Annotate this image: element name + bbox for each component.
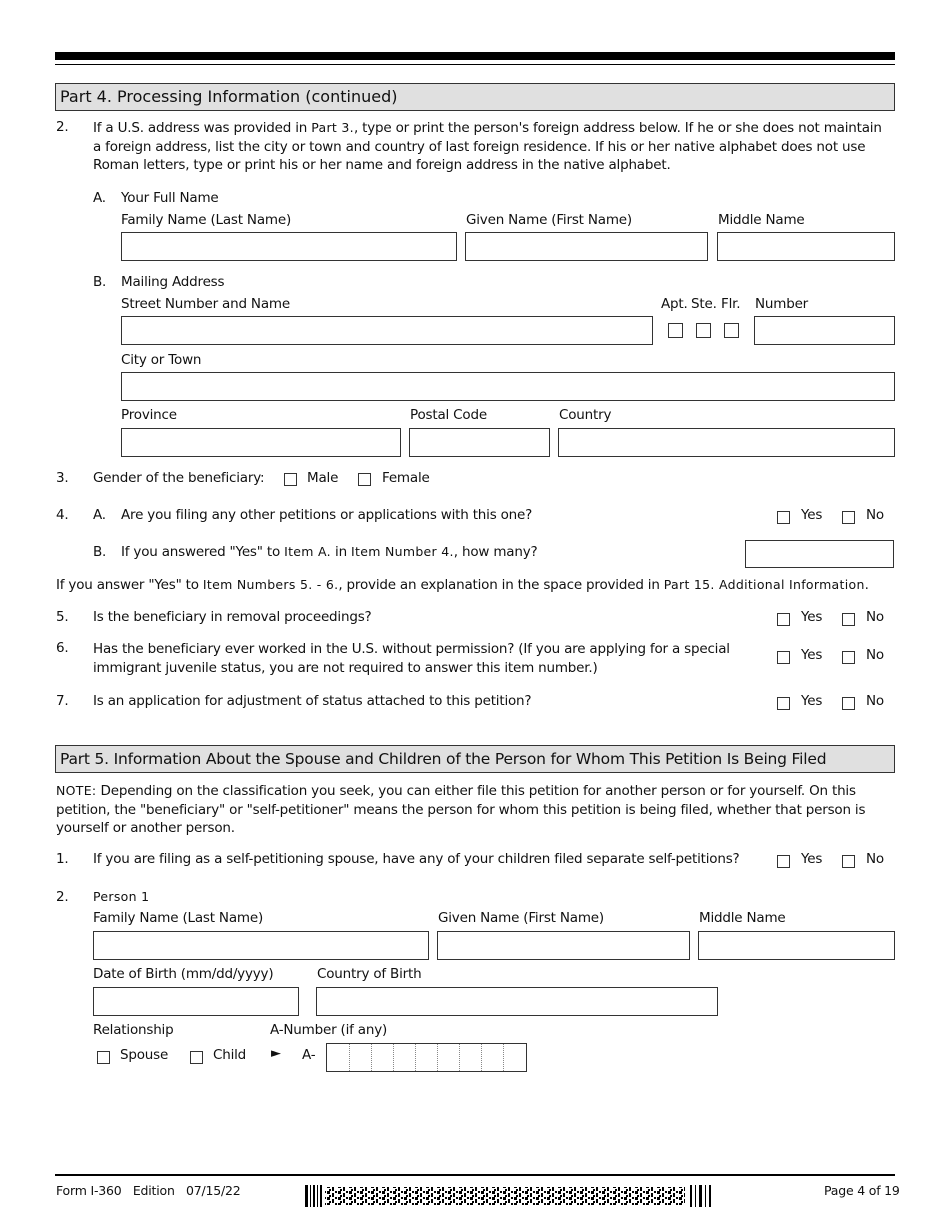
q4b-text-c: , how many?: [453, 544, 538, 560]
q7-yes-label: Yes: [801, 693, 823, 709]
note-text-a: If you answer "Yes" to: [56, 577, 203, 593]
postal-input[interactable]: [409, 428, 550, 457]
p5-q2-number: 2.: [56, 889, 69, 905]
q4a-yes-checkbox[interactable]: [777, 511, 790, 524]
a-number-input[interactable]: [326, 1043, 527, 1072]
province-input[interactable]: [121, 428, 401, 457]
family-name-input[interactable]: [121, 232, 457, 261]
postal-label: Postal Code: [410, 407, 487, 423]
q4b-text-a: If you answered "Yes" to: [121, 544, 285, 560]
part5-note-text: Depending on the classification you seek, you can either file this petition for another person or for yourself. On this petition, the "beneficiary" or "self-petitioner" means the person for whom this petition is being filed, whether that person is yourself or another person.: [56, 783, 866, 836]
number-label: Number: [755, 296, 809, 312]
female-checkbox[interactable]: [358, 473, 371, 486]
p5-family-name-label: Family Name (Last Name): [93, 910, 264, 926]
q4a-yes-label: Yes: [801, 507, 823, 523]
p5-given-name-input[interactable]: [437, 931, 690, 960]
flr-checkbox[interactable]: [724, 323, 739, 338]
street-label: Street Number and Name: [121, 296, 290, 312]
q2-text-b: , type or print the person's foreign address below. If he or she does not maintain a foreign address, list the city or town and country of last foreign residence. If his or her native alphabet does not use Roman letters, type or print his or her name and foreign address in the native alphabet.: [93, 120, 882, 173]
q7-text: Is an application for adjustment of status attached to this petition?: [93, 693, 532, 709]
q3-number: 3.: [56, 470, 69, 486]
street-input[interactable]: [121, 316, 653, 345]
q4a-no-label: No: [866, 507, 884, 523]
male-checkbox[interactable]: [284, 473, 297, 486]
cob-input[interactable]: [316, 987, 718, 1016]
q6-yes-checkbox[interactable]: [777, 651, 790, 664]
country-label: Country: [559, 407, 612, 423]
q2b-label: Mailing Address: [121, 274, 225, 290]
q7-no-checkbox[interactable]: [842, 697, 855, 710]
flr-label: Flr.: [721, 296, 741, 312]
middle-name-label: Middle Name: [718, 212, 805, 228]
apt-label: Apt.: [661, 296, 688, 312]
q2b-letter: B.: [93, 274, 107, 290]
ste-label: Ste.: [691, 296, 717, 312]
male-label: Male: [307, 470, 339, 486]
explanation-note: [56, 577, 869, 593]
province-label: Province: [121, 407, 177, 423]
q5-no-label: No: [866, 609, 884, 625]
q6-text: Has the beneficiary ever worked in the U.S. without permission? (If you are applying for a special immigrant juvenile status, you are not required to answer this item number.): [93, 641, 730, 676]
p5-q1-no-checkbox[interactable]: [842, 855, 855, 868]
country-input[interactable]: [558, 428, 895, 457]
part5-note: [56, 782, 896, 838]
apt-number-input[interactable]: [754, 316, 895, 345]
dob-input[interactable]: [93, 987, 299, 1016]
given-name-input[interactable]: [465, 232, 708, 261]
spouse-checkbox[interactable]: [97, 1051, 110, 1064]
q2a-label: Your Full Name: [121, 190, 219, 206]
top-rule-thin: [55, 64, 895, 65]
child-label: Child: [213, 1047, 247, 1063]
q5-no-checkbox[interactable]: [842, 613, 855, 626]
p5-given-name-label: Given Name (First Name): [438, 910, 604, 926]
q6-no-label: No: [866, 647, 884, 663]
given-name-label: Given Name (First Name): [466, 212, 632, 228]
cob-label: Country of Birth: [317, 966, 422, 982]
form-edition: Form I-360 Edition 07/15/22: [56, 1183, 241, 1198]
dob-label: Date of Birth (mm/dd/yyyy): [93, 966, 274, 982]
note-ref-items: Item Numbers 5. - 6.: [202, 577, 339, 592]
p5-q1-no-label: No: [866, 851, 884, 867]
part5-note-label: NOTE:: [56, 783, 97, 798]
part5-header: Part 5. Information About the Spouse and Children of the Person for Whom This Petition Is Being Filed: [55, 745, 895, 773]
p5-q1-text: If you are filing as a self-petitioning spouse, have any of your children filed separate self-petitions?: [93, 851, 740, 867]
page-number: Page 4 of 19: [824, 1183, 900, 1198]
q7-yes-checkbox[interactable]: [777, 697, 790, 710]
q2-ref-part3: Part 3.: [311, 120, 354, 135]
q3-text: Gender of the beneficiary:: [93, 470, 265, 486]
child-checkbox[interactable]: [190, 1051, 203, 1064]
p5-q1-yes-label: Yes: [801, 851, 823, 867]
p5-middle-name-input[interactable]: [698, 931, 895, 960]
q6-number: 6.: [56, 640, 69, 656]
a-number-prefix: A-: [302, 1047, 316, 1063]
q5-yes-label: Yes: [801, 609, 823, 625]
female-label: Female: [382, 470, 430, 486]
note-text-c: .: [864, 577, 869, 593]
q4b-ref-item-a: Item A.: [284, 544, 331, 559]
q6-yes-label: Yes: [801, 647, 823, 663]
q4a-letter: A.: [93, 507, 106, 523]
q2-instructions: [93, 119, 883, 175]
note-text-b: , provide an explanation in the space provided in: [338, 577, 664, 593]
q7-no-label: No: [866, 693, 884, 709]
family-name-label: Family Name (Last Name): [121, 212, 292, 228]
note-ref-part15: Part 15. Additional Information: [663, 577, 865, 592]
q4a-no-checkbox[interactable]: [842, 511, 855, 524]
q4b-how-many-input[interactable]: [745, 540, 894, 568]
q4a-text: Are you filing any other petitions or applications with this one?: [121, 507, 533, 523]
q5-text: Is the beneficiary in removal proceedings?: [93, 609, 372, 625]
q2-number: 2.: [56, 119, 69, 135]
q2a-letter: A.: [93, 190, 106, 206]
q5-yes-checkbox[interactable]: [777, 613, 790, 626]
q4b-text-b: in: [330, 544, 352, 560]
top-rule-thick: [55, 52, 895, 60]
p5-middle-name-label: Middle Name: [699, 910, 786, 926]
footer-rule: [55, 1174, 895, 1176]
middle-name-input[interactable]: [717, 232, 895, 261]
q4b-ref-item-number: Item Number 4.: [351, 544, 454, 559]
q4-number: 4.: [56, 507, 69, 523]
city-label: City or Town: [121, 352, 202, 368]
p5-family-name-input[interactable]: [93, 931, 429, 960]
apt-checkbox[interactable]: [668, 323, 683, 338]
q5-number: 5.: [56, 609, 69, 625]
arrow-icon: ►: [271, 1046, 281, 1061]
part4-header: Part 4. Processing Information (continued): [55, 83, 895, 111]
q4b-letter: B.: [93, 544, 107, 560]
city-input[interactable]: [121, 372, 895, 401]
person1-label: Person 1: [93, 889, 150, 904]
relationship-label: Relationship: [93, 1022, 174, 1038]
p5-q1-number: 1.: [56, 851, 69, 867]
q4b-text: [121, 544, 537, 560]
barcode: [305, 1185, 715, 1207]
q7-number: 7.: [56, 693, 69, 709]
spouse-label: Spouse: [120, 1047, 169, 1063]
p5-q1-yes-checkbox[interactable]: [777, 855, 790, 868]
q2-text-a: If a U.S. address was provided in: [93, 120, 312, 136]
q6-no-checkbox[interactable]: [842, 651, 855, 664]
ste-checkbox[interactable]: [696, 323, 711, 338]
anumber-label: A-Number (if any): [270, 1022, 388, 1038]
